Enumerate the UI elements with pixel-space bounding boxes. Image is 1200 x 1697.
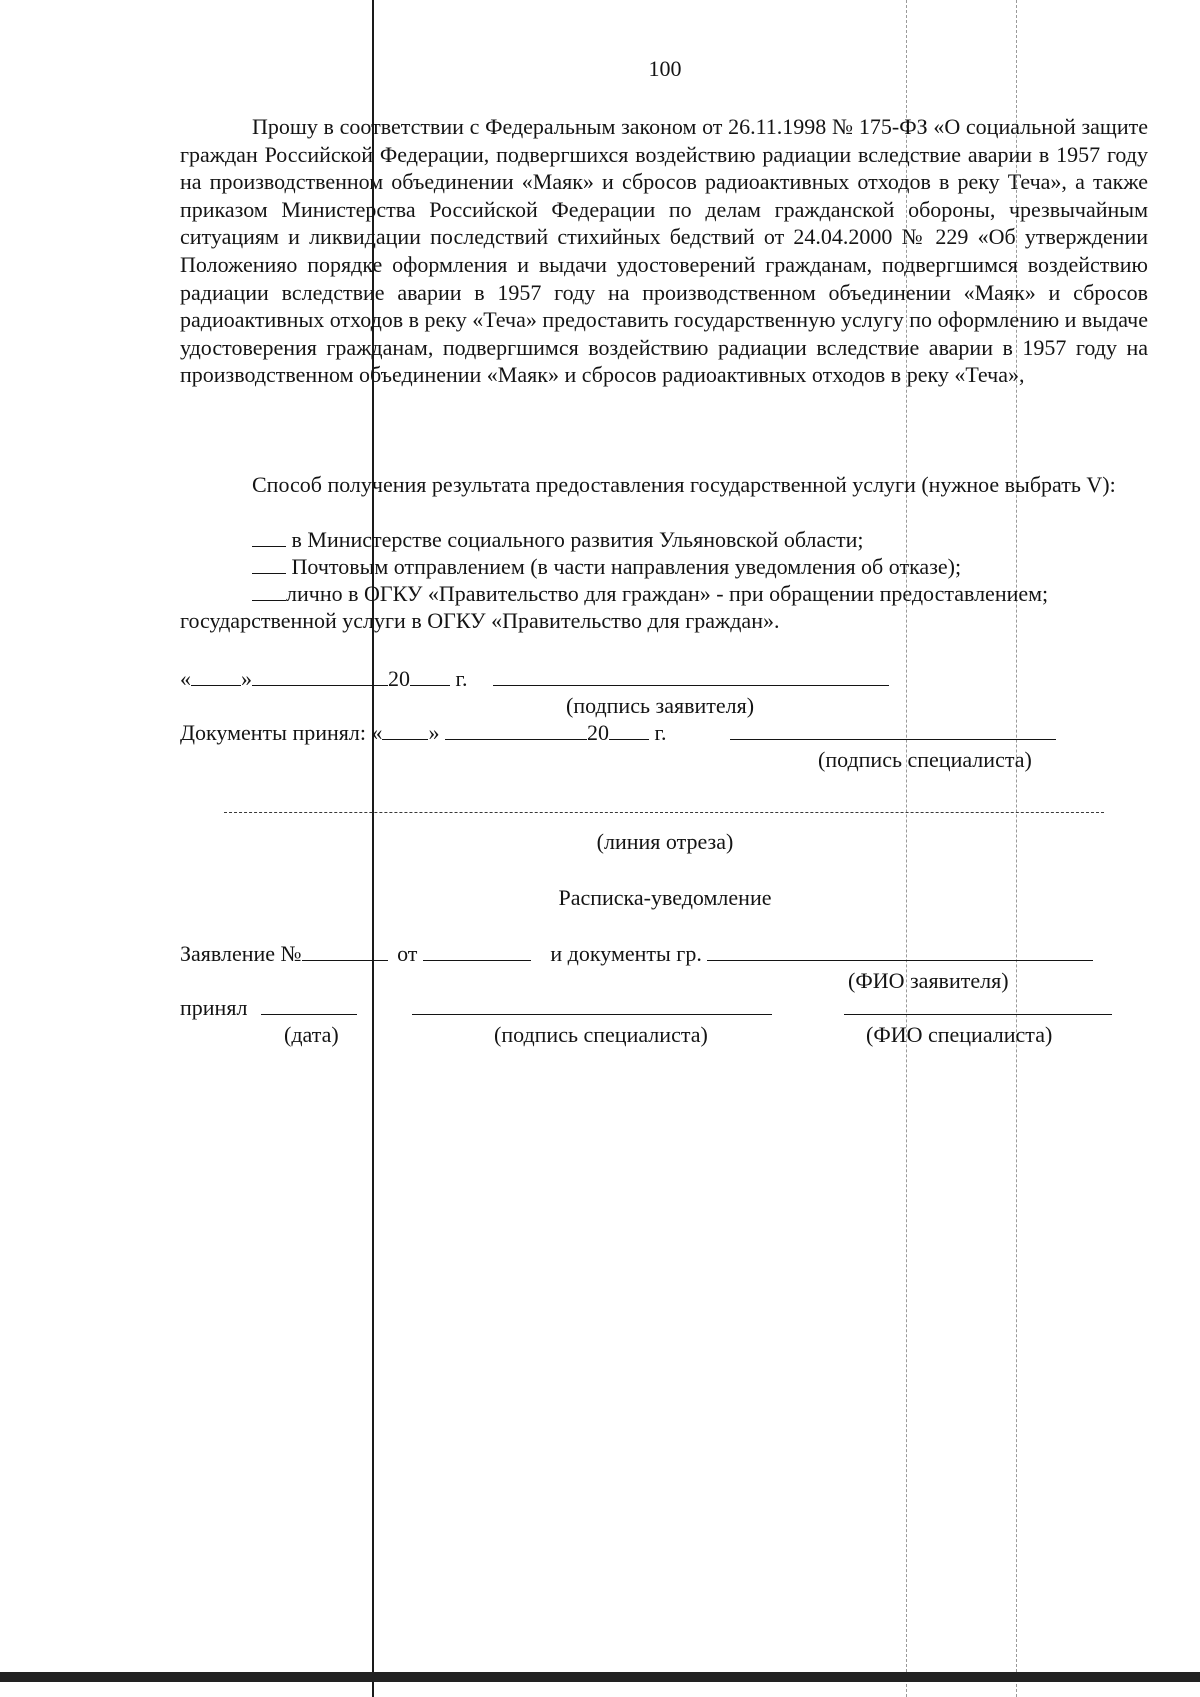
date-field[interactable] — [261, 996, 357, 1015]
option-label: Почтовым отправлением (в части направления уведомления об отказе); — [291, 554, 962, 579]
checkbox-blank[interactable] — [252, 528, 286, 547]
month-field[interactable] — [445, 721, 587, 740]
method-option-in-person-cont: государственной услуги в ОГКУ «Правительство для граждан». — [180, 608, 780, 633]
applicant-signature-row — [180, 665, 889, 692]
option-label: лично в ОГКУ «Правительство для граждан» - при обращении предоставлением; — [286, 581, 1049, 606]
accepted-label: принял — [180, 995, 248, 1020]
specialist-signature-caption: (подпись специалиста) — [494, 1022, 708, 1047]
year-prefix: 20 — [388, 666, 410, 691]
accepted-row — [180, 719, 1056, 746]
method-option-ministry — [252, 526, 864, 553]
method-option-in-person — [252, 580, 1048, 607]
day-field[interactable] — [382, 721, 428, 740]
method-intro: Способ получения результата предоставления государственной услуги (нужное выбрать V): — [252, 472, 1116, 497]
specialist-signature-caption: (подпись специалиста) — [818, 747, 1032, 772]
method-option-post — [252, 553, 961, 580]
statement-label: Заявление № — [180, 941, 302, 966]
year-prefix: 20 — [586, 720, 609, 745]
year-field[interactable] — [609, 721, 649, 740]
specialist-name-caption: (ФИО специалиста) — [866, 1022, 1053, 1047]
cut-line — [224, 812, 1104, 813]
year-field[interactable] — [410, 667, 450, 686]
specialist-name-field[interactable] — [844, 996, 1112, 1015]
specialist-signature-field[interactable] — [412, 996, 772, 1015]
checkbox-blank[interactable] — [252, 582, 286, 601]
docs-label: и документы гр. — [550, 941, 702, 966]
request-paragraph: Прошу в соответствии с Федеральным законом от 26.11.1998 № 175-ФЗ «О социальной защите граждан Российской Федерации, подвергшихся воздействию радиации вследствие аварии в 1957 году на производственном объединении «Маяк» и сбросов радиоактивных отходов в реку Теча», а также приказом Министерства Российской Федерации по делам гражданской обороны, чрезвычайным ситуациям и ликвидации последствий стихийных бедствий от 24.04.2000 № 229 «Об утверждении Положенияо порядке оформления и выдачи удостоверений гражданам, подвергшимся воздействию радиации вследствие аварии в 1957 году на производственном объединении «Маяк» и сбросов радиоактивных отходов в реку «Теча» предоставить государственную услугу по оформлению и выдаче удостоверения гражданам, подвергшимся воздействию радиации вследствие аварии в 1957 году на производственном объединении «Маяк» и сбросов радиоактивных отходов в реку «Теча», — [180, 114, 1148, 388]
open-quote: « — [180, 666, 191, 691]
specialist-signature-field[interactable] — [730, 721, 1056, 740]
close-quote: » — [428, 720, 440, 745]
applicant-name-field[interactable] — [707, 942, 1093, 961]
accepted-label: Документы принял: — [180, 720, 366, 745]
receipt-title: Расписка-уведомление — [558, 885, 772, 910]
applicant-signature-field[interactable] — [493, 667, 889, 686]
option-label: в Министерстве социального развития Ульяновской области; — [291, 527, 864, 552]
applicant-name-caption: (ФИО заявителя) — [848, 968, 1009, 993]
cut-line-caption: (линия отреза) — [596, 829, 734, 854]
year-suffix: г. — [654, 720, 667, 745]
from-label: от — [397, 941, 418, 966]
statement-date-field[interactable] — [423, 942, 531, 961]
checkbox-blank[interactable] — [252, 555, 286, 574]
applicant-signature-caption: (подпись заявителя) — [566, 693, 755, 718]
open-quote: « — [371, 720, 383, 745]
month-field[interactable] — [252, 667, 388, 686]
scan-artifact-bottom-band — [0, 1672, 1200, 1682]
close-quote: » — [241, 666, 252, 691]
receipt-accepted-row — [180, 994, 1112, 1021]
year-suffix: г. — [455, 666, 468, 691]
day-field[interactable] — [191, 667, 241, 686]
date-caption: (дата) — [284, 1022, 339, 1047]
page-number: 100 — [648, 56, 682, 81]
receipt-statement-row — [180, 940, 1093, 967]
statement-number-field[interactable] — [302, 942, 388, 961]
